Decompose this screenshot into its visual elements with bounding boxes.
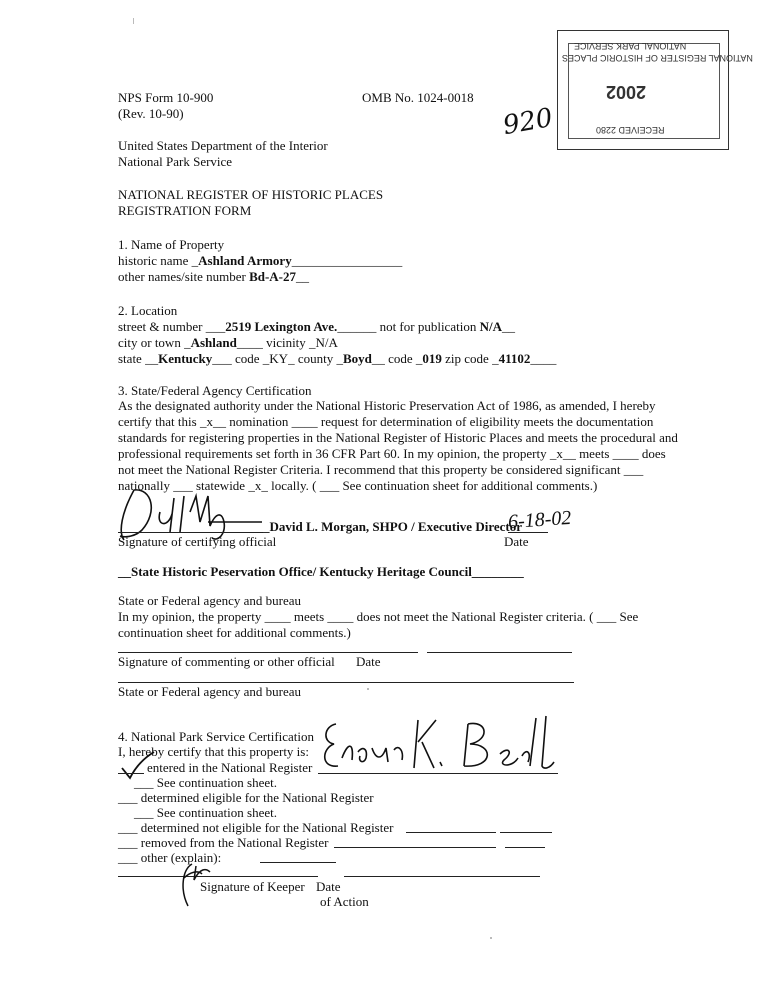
scan-mark [133,18,134,24]
county-value[interactable]: Boyd [342,351,372,366]
agency-bureau-label-2: State or Federal agency and bureau [118,684,302,699]
keeper-signature-line[interactable] [118,876,318,877]
keeper-date-label: Date [316,879,341,894]
certification-text-line5: not meet the National Register Criteria. I recommend that this property be considered significant ___ [118,462,644,477]
certification-text-line6: nationally ___ statewide _x_ locally. ( ___ See continuation sheet for additional comments.) [118,478,598,493]
commenting-date-line[interactable] [427,652,572,653]
see-continuation-1: ___ See continuation sheet. [134,775,277,790]
other-names-value[interactable]: Bd-A-27 [249,269,297,284]
certification-date-handwritten: 6-18-02 [507,506,573,534]
agency: National Park Service [118,154,233,169]
certification-date-line [508,532,548,533]
entered-signature-line [318,773,558,774]
form-title: NATIONAL REGISTER OF HISTORIC PLACES [118,187,384,202]
city-row [118,335,338,350]
state-row [118,351,556,366]
commenting-official-label: Signature of commenting or other official [118,654,335,669]
section1-heading: 1. Name of Property [118,237,225,252]
certifying-official-name: _David L. Morgan, SHPO / Executive Director [263,519,523,534]
code-county-label: ___ code _KY_ county _ [212,351,343,366]
certification-text-line4: professional requirements set forth in 36 CFR Part 60. In my opinion, the property _x__ meets ____ does [118,446,666,461]
other-explain-option: ___ other (explain): [118,850,222,865]
agency-bureau-label: State or Federal agency and bureau [118,593,302,608]
keeper-date-line[interactable] [344,876,540,877]
certifying-signature-line [118,532,263,533]
scan-mark [367,688,369,690]
stamp-date: 2002 [606,82,647,102]
stamp-line1: NATIONAL PARK SERVICE [574,41,687,51]
historic-name-label: historic name _ [118,253,199,268]
city-label: city or town _ [118,335,191,350]
entered-blank-line [118,773,144,774]
stamp-received: RECEIVED 2280 [596,125,665,135]
other-explain-line[interactable] [260,862,336,863]
zip-value[interactable]: 41102 [498,351,531,366]
not-for-publication-value[interactable]: N/A [479,319,502,334]
other-names-row [118,269,309,284]
not-for-publication-trail: __ [501,319,515,334]
certification-date-label: Date [504,534,529,549]
keeper-signature [318,712,558,782]
historic-name-trail: _________________ [291,253,403,268]
stamp-line2: NATIONAL REGISTER OF HISTORIC PLACES [562,53,753,63]
not-eligible-date-line[interactable] [500,832,552,833]
removed-signature-line[interactable] [334,847,496,848]
city-trail: ____ vicinity _N/A [236,335,338,350]
certification-text-line3: standards for registering properties in the National Register of Historic Places and meets the procedural and [118,430,678,445]
received-stamp [557,30,753,150]
certifying-office: __State Historic Peservation Office/ Kentucky Heritage Council________ [118,564,524,579]
state-value[interactable]: Kentucky [158,351,213,366]
county-code-label: __ code _ [371,351,423,366]
certification-text-line1: As the designated authority under the National Historic Preservation Act of 1986, as amended, I hereby [118,398,656,413]
historic-name-row [118,253,402,268]
removed-date-line[interactable] [505,847,545,848]
determined-not-eligible-option: ___ determined not eligible for the National Register [118,820,394,835]
form-subtitle: REGISTRATION FORM [118,203,252,218]
commenting-signature-line[interactable] [118,652,418,653]
opinion-text-line2: continuation sheet for additional comments.) [118,625,351,640]
state-label: state __ [118,351,159,366]
opinion-text-line1: In my opinion, the property ____ meets ____ does not meet the National Register criteria. ( ___ See [118,609,639,624]
historic-name-value[interactable]: Ashland Armory [198,253,292,268]
department: United States Department of the Interior [118,138,328,153]
handwritten-reference-number: 920 [500,102,555,142]
form-revision: (Rev. 10-90) [118,106,184,121]
commenting-date-label: Date [356,654,381,669]
form-number: NPS Form 10-900 [118,90,214,105]
removed-from-register-option: ___ removed from the National Register [118,835,329,850]
hereby-certify-text: I, hereby certify that this property is: [118,744,309,759]
other-names-trail: __ [296,269,310,284]
agency-bureau-line[interactable] [118,682,574,683]
county-code-value[interactable]: 019 [422,351,442,366]
see-continuation-2: ___ See continuation sheet. [134,805,277,820]
street-trail: ______ not for publication [337,319,480,334]
signature-of-certifying-label: Signature of certifying official [118,534,277,549]
entered-in-register-option: entered in the National Register [147,760,313,775]
omb-number: OMB No. 1024-0018 [362,90,474,105]
street-row [118,319,515,334]
zip-label: zip code _ [441,351,499,366]
certification-text-line2: certify that this _x__ nomination ____ request for determination of eligibility meets the documentation [118,414,654,429]
street-value[interactable]: 2519 Lexington Ave. [225,319,338,334]
zip-trail: ____ [530,351,557,366]
other-names-label: other names/site number [118,269,250,284]
city-value[interactable]: Ashland [190,335,237,350]
determined-eligible-option: ___ determined eligible for the National Register [118,790,374,805]
not-eligible-signature-line[interactable] [406,832,496,833]
section3-heading: 3. State/Federal Agency Certification [118,383,312,398]
section4-heading: 4. National Park Service Certification [118,729,315,744]
scan-mark [490,937,492,939]
section2-heading: 2. Location [118,303,178,318]
date-of-action-label: of Action [320,894,369,909]
street-label: street & number ___ [118,319,226,334]
signature-of-keeper-label: Signature of Keeper [200,879,305,894]
